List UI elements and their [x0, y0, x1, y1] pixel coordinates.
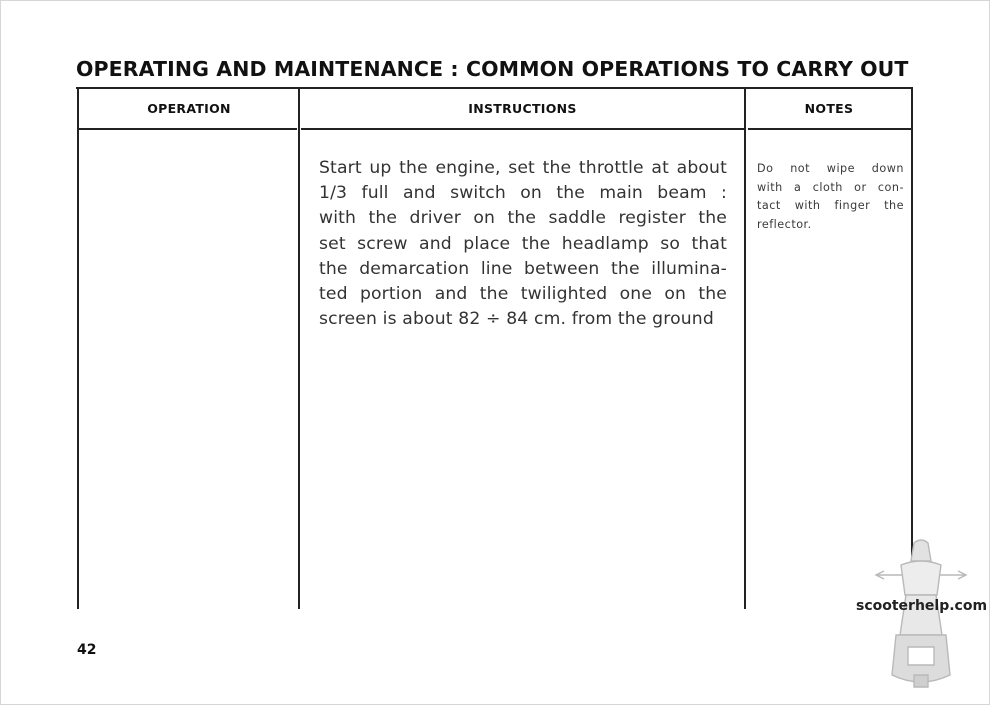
- instructions-line: Start up the engine, set the throttle at about: [319, 158, 727, 178]
- header-underline-operation: [79, 128, 297, 130]
- page-title: OPERATING AND MAINTENANCE : COMMON OPERATIONS TO CARRY OUT: [76, 57, 909, 81]
- instructions-line: the demarcation line between the illumina-: [319, 258, 727, 279]
- notes-text: [757, 160, 904, 234]
- instructions-line: 1/3 full and switch on the main beam :: [319, 183, 727, 204]
- notes-line: tact with finger the: [757, 199, 904, 212]
- header-underline-instructions: [301, 128, 744, 130]
- watermark-text: scooterhelp.com: [856, 598, 988, 614]
- notes-line: with a cloth or con-: [757, 180, 904, 194]
- column-divider-operation-instructions: [298, 89, 300, 609]
- notes-line: Do not wipe down: [757, 162, 904, 175]
- column-divider-instructions-notes: [744, 89, 746, 609]
- column-header-instructions: INSTRUCTIONS: [468, 101, 577, 116]
- instructions-line: set screw and place the headlamp so that: [319, 233, 727, 254]
- notes-line: reflector.: [757, 217, 812, 231]
- instructions-line: screen is about 82 ÷ 84 cm. from the ground: [319, 309, 714, 330]
- header-underline-notes: [748, 128, 911, 130]
- page-number: 42: [77, 642, 97, 658]
- column-header-operation: OPERATION: [147, 101, 231, 116]
- column-divider-left: [77, 89, 79, 609]
- column-divider-right: [911, 89, 913, 609]
- instructions-text: [319, 156, 727, 332]
- column-header-notes: NOTES: [804, 101, 854, 116]
- instructions-line: ted portion and the twilighted one on the: [319, 284, 727, 305]
- instructions-line: with the driver on the saddle register the: [319, 208, 727, 229]
- title-rule: [76, 87, 913, 89]
